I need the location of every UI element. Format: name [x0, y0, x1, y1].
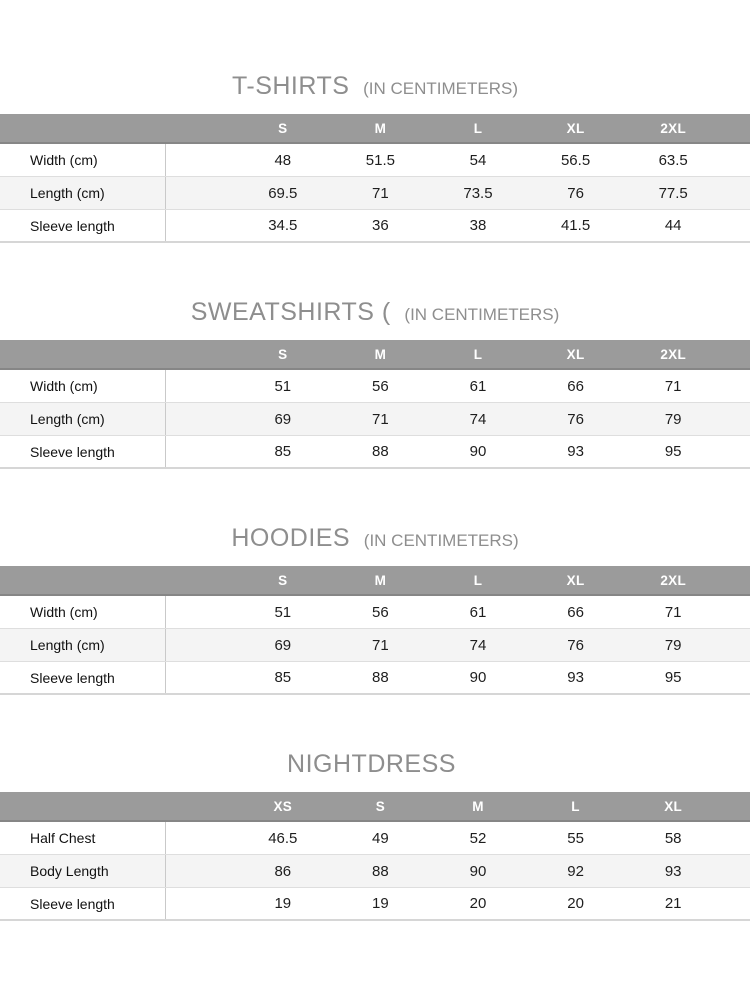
- cell-value: 21: [664, 895, 682, 912]
- cell-value: 55: [567, 829, 584, 847]
- column-header: S: [375, 798, 386, 814]
- cell-value: 20: [567, 895, 584, 912]
- section-tshirts: [0, 72, 750, 243]
- cell-value: 51: [274, 603, 292, 621]
- column-header: S: [278, 346, 288, 362]
- table-title-main: T-SHIRTS: [231, 72, 350, 100]
- row-values: [166, 370, 750, 402]
- table-title-subtitle: (IN CENTIMETERS): [363, 531, 519, 550]
- table-title-main: HOODIES: [231, 524, 351, 552]
- column-header: M: [374, 572, 387, 588]
- table-row: [0, 629, 750, 662]
- cell-value: 95: [664, 669, 682, 686]
- cell-value: 73.5: [463, 184, 493, 202]
- row-label: Sleeve length: [0, 888, 166, 919]
- cell-value: 79: [664, 410, 682, 428]
- column-header: L: [473, 120, 483, 136]
- cell-value: 85: [274, 443, 292, 460]
- cell-value: 90: [469, 443, 487, 460]
- row-label: Body Length: [0, 855, 166, 887]
- row-values: [166, 144, 750, 176]
- column-header: L: [473, 572, 483, 588]
- cell-value: 88: [372, 862, 389, 880]
- cell-value: 69: [274, 410, 292, 428]
- cell-value: 71: [372, 636, 389, 654]
- cell-value: 66: [567, 377, 584, 395]
- row-label: Sleeve length: [0, 662, 166, 693]
- table-header-row: [0, 114, 750, 144]
- cell-value: 86: [274, 862, 292, 880]
- header-size-columns: [166, 792, 750, 820]
- cell-value: 88: [372, 443, 389, 460]
- column-header: XL: [566, 346, 585, 362]
- table-row: [0, 403, 750, 436]
- cell-value: 69.5: [268, 184, 298, 202]
- cell-value: 85: [274, 669, 292, 686]
- table-title-main: SWEATSHIRTS (: [190, 298, 391, 326]
- column-header: XS: [273, 798, 293, 814]
- cell-value: 71: [372, 184, 389, 202]
- cell-value: 71: [664, 603, 682, 621]
- table-row: [0, 436, 750, 469]
- table-row: [0, 855, 750, 888]
- header-size-columns: [166, 340, 750, 368]
- cell-value: 41.5: [560, 217, 591, 234]
- cell-value: 58: [664, 829, 682, 847]
- cell-value: 56.5: [560, 151, 591, 169]
- table-row: [0, 888, 750, 921]
- cell-value: 61: [469, 603, 487, 621]
- cell-value: 93: [567, 443, 584, 460]
- cell-value: 88: [372, 669, 389, 686]
- table-title-subtitle: (IN CENTIMETERS): [363, 79, 518, 98]
- cell-value: 61: [469, 377, 487, 395]
- cell-value: 19: [274, 895, 292, 912]
- header-label-spacer: [0, 792, 166, 820]
- cell-value: 93: [664, 862, 682, 880]
- cell-value: 20: [469, 895, 487, 912]
- cell-value: 76: [567, 184, 584, 202]
- table-title-main: NIGHTDRESS: [287, 750, 456, 778]
- column-header: 2XL: [660, 572, 686, 588]
- cell-value: 48: [274, 151, 292, 169]
- table-row: [0, 822, 750, 855]
- header-size-columns: [166, 566, 750, 594]
- row-values: [166, 436, 750, 467]
- cell-value: 38: [469, 217, 487, 234]
- table-row: [0, 370, 750, 403]
- cell-value: 52: [469, 829, 487, 847]
- row-values: [166, 662, 750, 693]
- header-size-columns: [166, 114, 750, 142]
- table-header-row: [0, 340, 750, 370]
- header-label-spacer: [0, 566, 166, 594]
- column-header: S: [278, 120, 288, 136]
- column-header: 2XL: [660, 120, 686, 136]
- cell-value: 76: [567, 636, 584, 654]
- cell-value: 77.5: [658, 184, 688, 202]
- cell-value: 36: [372, 217, 389, 234]
- cell-value: 90: [469, 669, 487, 686]
- column-header: 2XL: [660, 346, 686, 362]
- row-label: Width (cm): [0, 370, 166, 402]
- cell-value: 54: [469, 151, 487, 169]
- cell-value: 90: [469, 862, 487, 880]
- column-header: M: [374, 346, 387, 362]
- cell-value: 51: [274, 377, 292, 395]
- size-table-tshirts: [0, 114, 750, 243]
- row-label: Half Chest: [0, 822, 166, 854]
- row-label: Sleeve length: [0, 436, 166, 467]
- cell-value: 63.5: [658, 151, 688, 169]
- cell-value: 56: [372, 603, 389, 621]
- cell-value: 44: [664, 217, 682, 234]
- column-header: XL: [566, 120, 585, 136]
- row-values: [166, 177, 750, 209]
- column-header: XL: [664, 798, 683, 814]
- table-row: [0, 662, 750, 695]
- cell-value: 74: [469, 636, 487, 654]
- row-label: Length (cm): [0, 177, 166, 209]
- table-title-nightdress: [0, 750, 750, 781]
- column-header: XL: [566, 572, 585, 588]
- cell-value: 92: [567, 862, 584, 880]
- table-row: [0, 144, 750, 177]
- row-label: Length (cm): [0, 403, 166, 435]
- row-values: [166, 822, 750, 854]
- table-row: [0, 177, 750, 210]
- table-title-sweatshirts: [0, 298, 750, 329]
- cell-value: 46.5: [268, 829, 298, 847]
- cell-value: 56: [372, 377, 389, 395]
- size-table-hoodies: [0, 566, 750, 695]
- section-nightdress: [0, 750, 750, 921]
- header-label-spacer: [0, 114, 166, 142]
- cell-value: 19: [372, 895, 389, 912]
- size-table-sweatshirts: [0, 340, 750, 469]
- row-values: [166, 210, 750, 241]
- row-label: Sleeve length: [0, 210, 166, 241]
- table-title-subtitle: (IN CENTIMETERS): [404, 305, 560, 324]
- cell-value: 79: [664, 636, 682, 654]
- cell-value: 76: [567, 410, 584, 428]
- row-values: [166, 888, 750, 919]
- table-title-tshirts: [0, 72, 750, 103]
- row-values: [166, 629, 750, 661]
- cell-value: 93: [567, 669, 584, 686]
- section-hoodies: [0, 524, 750, 695]
- table-row: [0, 210, 750, 243]
- column-header: L: [473, 346, 483, 362]
- cell-value: 51.5: [365, 151, 395, 169]
- row-values: [166, 403, 750, 435]
- cell-value: 95: [664, 443, 682, 460]
- row-label: Length (cm): [0, 629, 166, 661]
- column-header: L: [571, 798, 580, 814]
- row-label: Width (cm): [0, 144, 166, 176]
- size-table-nightdress: [0, 792, 750, 921]
- cell-value: 71: [372, 410, 389, 428]
- row-values: [166, 596, 750, 628]
- row-label: Width (cm): [0, 596, 166, 628]
- cell-value: 74: [469, 410, 487, 428]
- cell-value: 69: [274, 636, 292, 654]
- header-label-spacer: [0, 340, 166, 368]
- cell-value: 49: [372, 829, 389, 847]
- table-header-row: [0, 792, 750, 822]
- row-values: [166, 855, 750, 887]
- cell-value: 71: [664, 377, 682, 395]
- column-header: M: [374, 120, 387, 136]
- table-row: [0, 596, 750, 629]
- table-header-row: [0, 566, 750, 596]
- column-header: M: [472, 798, 484, 814]
- table-title-hoodies: [0, 524, 750, 555]
- column-header: S: [278, 572, 288, 588]
- cell-value: 66: [567, 603, 584, 621]
- cell-value: 34.5: [268, 217, 298, 234]
- section-sweatshirts: [0, 298, 750, 469]
